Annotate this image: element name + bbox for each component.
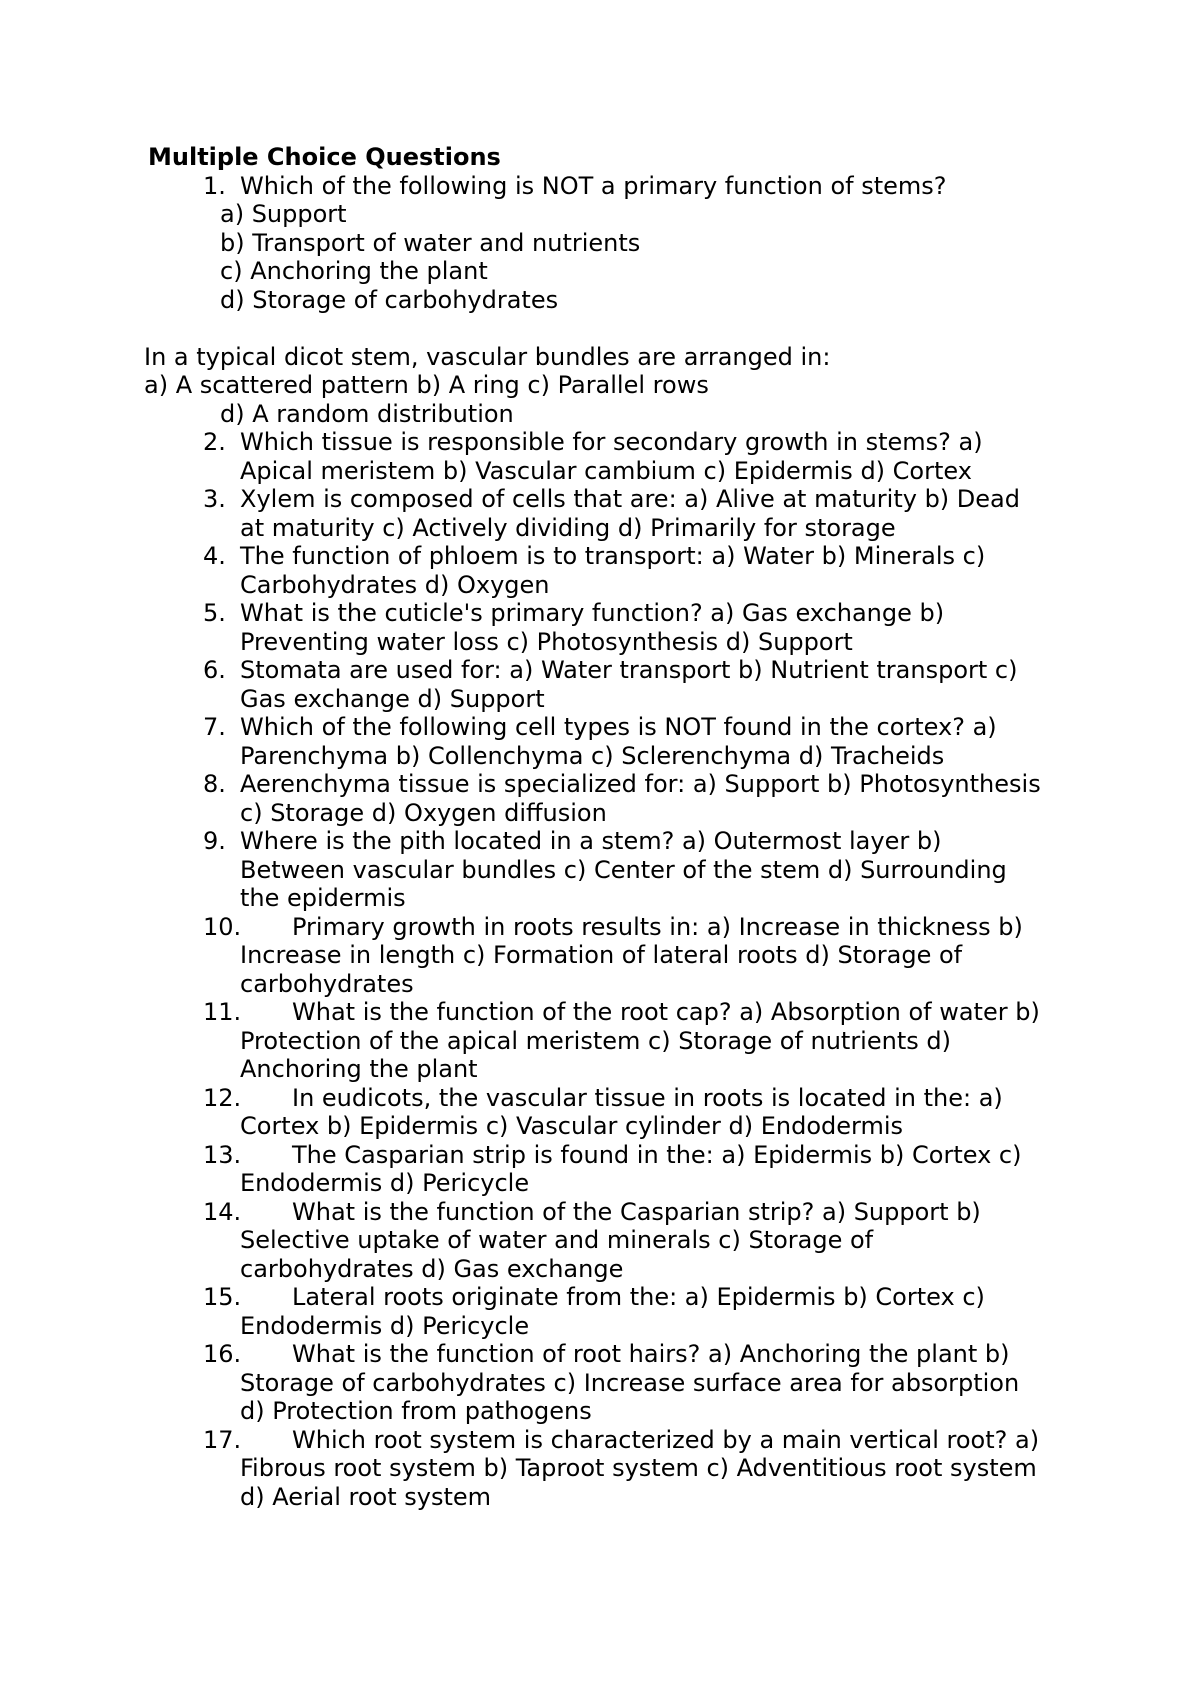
question-line: Storage of carbohydrates c) Increase surface area for absorption: [240, 1368, 1020, 1397]
question-number: 5.: [203, 599, 226, 627]
question-text: Which of the following is NOT a primary function of stems?: [240, 171, 947, 200]
question-number: 6.: [203, 656, 226, 684]
unnumbered-question-option-d: d) A random distribution: [220, 399, 514, 428]
question-number: 10.: [203, 912, 242, 941]
question-9: [148, 827, 1078, 913]
section-heading: Multiple Choice Questions: [148, 143, 501, 171]
question-6: [148, 656, 1078, 713]
question-8: [148, 770, 1078, 827]
question-line: the epidermis: [240, 884, 406, 912]
question-line: carbohydrates: [240, 969, 414, 998]
question-number: 11.: [203, 998, 242, 1026]
question-12: [148, 1084, 1078, 1141]
question-line: Stomata are used for: a) Water transport b) Nutrient transport c): [240, 656, 1018, 684]
question-line: Lateral roots originate from the: a) Epidermis b) Cortex c): [292, 1283, 985, 1311]
question-number: 17.: [203, 1425, 242, 1454]
question-line: at maturity c) Actively dividing d) Primarily for storage: [240, 513, 896, 542]
question-number: 3.: [203, 485, 226, 513]
question-number: 7.: [203, 713, 226, 741]
question-line: What is the cuticle's primary function? a) Gas exchange b): [240, 599, 945, 627]
question-line: Selective uptake of water and minerals c) Storage of: [240, 1226, 874, 1254]
question-line: Fibrous root system b) Taproot system c) Adventitious root system: [240, 1454, 1037, 1482]
question-line: Cortex b) Epidermis c) Vascular cylinder d) Endodermis: [240, 1112, 903, 1140]
question-list: [148, 428, 1078, 1511]
question-line: c) Storage d) Oxygen diffusion: [240, 798, 607, 827]
question-line: Increase in length c) Formation of lateral roots d) Storage of: [240, 941, 963, 969]
question-13: [148, 1141, 1078, 1198]
question-10: [148, 913, 1078, 999]
question-line: Carbohydrates d) Oxygen: [240, 570, 550, 599]
option-d: d) Storage of carbohydrates: [220, 285, 559, 314]
question-line: Parenchyma b) Collenchyma c) Sclerenchyma d) Tracheids: [240, 741, 945, 770]
unnumbered-question-text: In a typical dicot stem, vascular bundles are arranged in:: [144, 342, 831, 371]
question-line: Anchoring the plant: [240, 1055, 478, 1083]
question-number: 16.: [203, 1340, 242, 1368]
question-11: [148, 998, 1078, 1084]
question-number: 1.: [203, 171, 226, 200]
question-line: carbohydrates d) Gas exchange: [240, 1254, 624, 1283]
question-line: Which root system is characterized by a main vertical root? a): [292, 1425, 1040, 1454]
question-line: The function of phloem is to transport: a) Water b) Minerals c): [240, 542, 986, 570]
question-16: [148, 1340, 1078, 1426]
question-4: [148, 542, 1078, 599]
question-15: [148, 1283, 1078, 1340]
question-14: [148, 1198, 1078, 1284]
question-line: Aerenchyma tissue is specialized for: a) Support b) Photosynthesis: [240, 770, 1041, 798]
question-number: 12.: [203, 1083, 242, 1112]
question-line: Where is the pith located in a stem? a) Outermost layer b): [240, 827, 942, 855]
question-line: Apical meristem b) Vascular cambium c) Epidermis d) Cortex: [240, 456, 972, 485]
option-c: c) Anchoring the plant: [220, 257, 488, 285]
question-line: What is the function of the root cap? a) Absorption of water b): [292, 998, 1040, 1026]
question-line: Endodermis d) Pericycle: [240, 1169, 530, 1197]
question-7: [148, 713, 1078, 770]
question-number: 14.: [203, 1197, 242, 1226]
question-line: Endodermis d) Pericycle: [240, 1311, 530, 1340]
question-1: [148, 172, 1078, 201]
question-line: Xylem is composed of cells that are: a) Alive at maturity b) Dead: [240, 485, 1020, 513]
question-line: Gas exchange d) Support: [240, 684, 545, 713]
question-17: [148, 1426, 1078, 1512]
unnumbered-question-options: a) A scattered pattern b) A ring c) Parallel rows: [144, 371, 709, 399]
option-a: a) Support: [220, 200, 347, 228]
question-number: 4.: [203, 542, 226, 570]
question-line: The Casparian strip is found in the: a) Epidermis b) Cortex c): [292, 1140, 1022, 1169]
document-body: [144, 143, 1078, 1511]
question-line: Protection of the apical meristem c) Storage of nutrients d): [240, 1026, 951, 1055]
question-number: 9.: [203, 827, 226, 855]
question-number: 13.: [203, 1140, 242, 1169]
question-line: Which tissue is responsible for secondary growth in stems? a): [240, 428, 983, 456]
question-2: [148, 428, 1078, 485]
question-number: 8.: [203, 770, 226, 798]
question-line: Preventing water loss c) Photosynthesis d) Support: [240, 627, 853, 656]
question-line: Between vascular bundles c) Center of the stem d) Surrounding: [240, 855, 1007, 884]
question-line: In eudicots, the vascular tissue in roots is located in the: a): [292, 1083, 1003, 1112]
question-number: 2.: [203, 428, 226, 456]
question-number: 15.: [203, 1283, 242, 1311]
question-line: d) Aerial root system: [240, 1482, 492, 1511]
question-line: d) Protection from pathogens: [240, 1397, 592, 1425]
question-5: [148, 599, 1078, 656]
question-line: Primary growth in roots results in: a) Increase in thickness b): [292, 912, 1023, 941]
question-line: What is the function of root hairs? a) Anchoring the plant b): [292, 1340, 1010, 1368]
blank-line: [148, 314, 1078, 343]
question-3: [148, 485, 1078, 542]
question-line: What is the function of the Casparian strip? a) Support b): [292, 1197, 981, 1226]
option-b: b) Transport of water and nutrients: [220, 228, 641, 257]
question-line: Which of the following cell types is NOT found in the cortex? a): [240, 713, 997, 741]
